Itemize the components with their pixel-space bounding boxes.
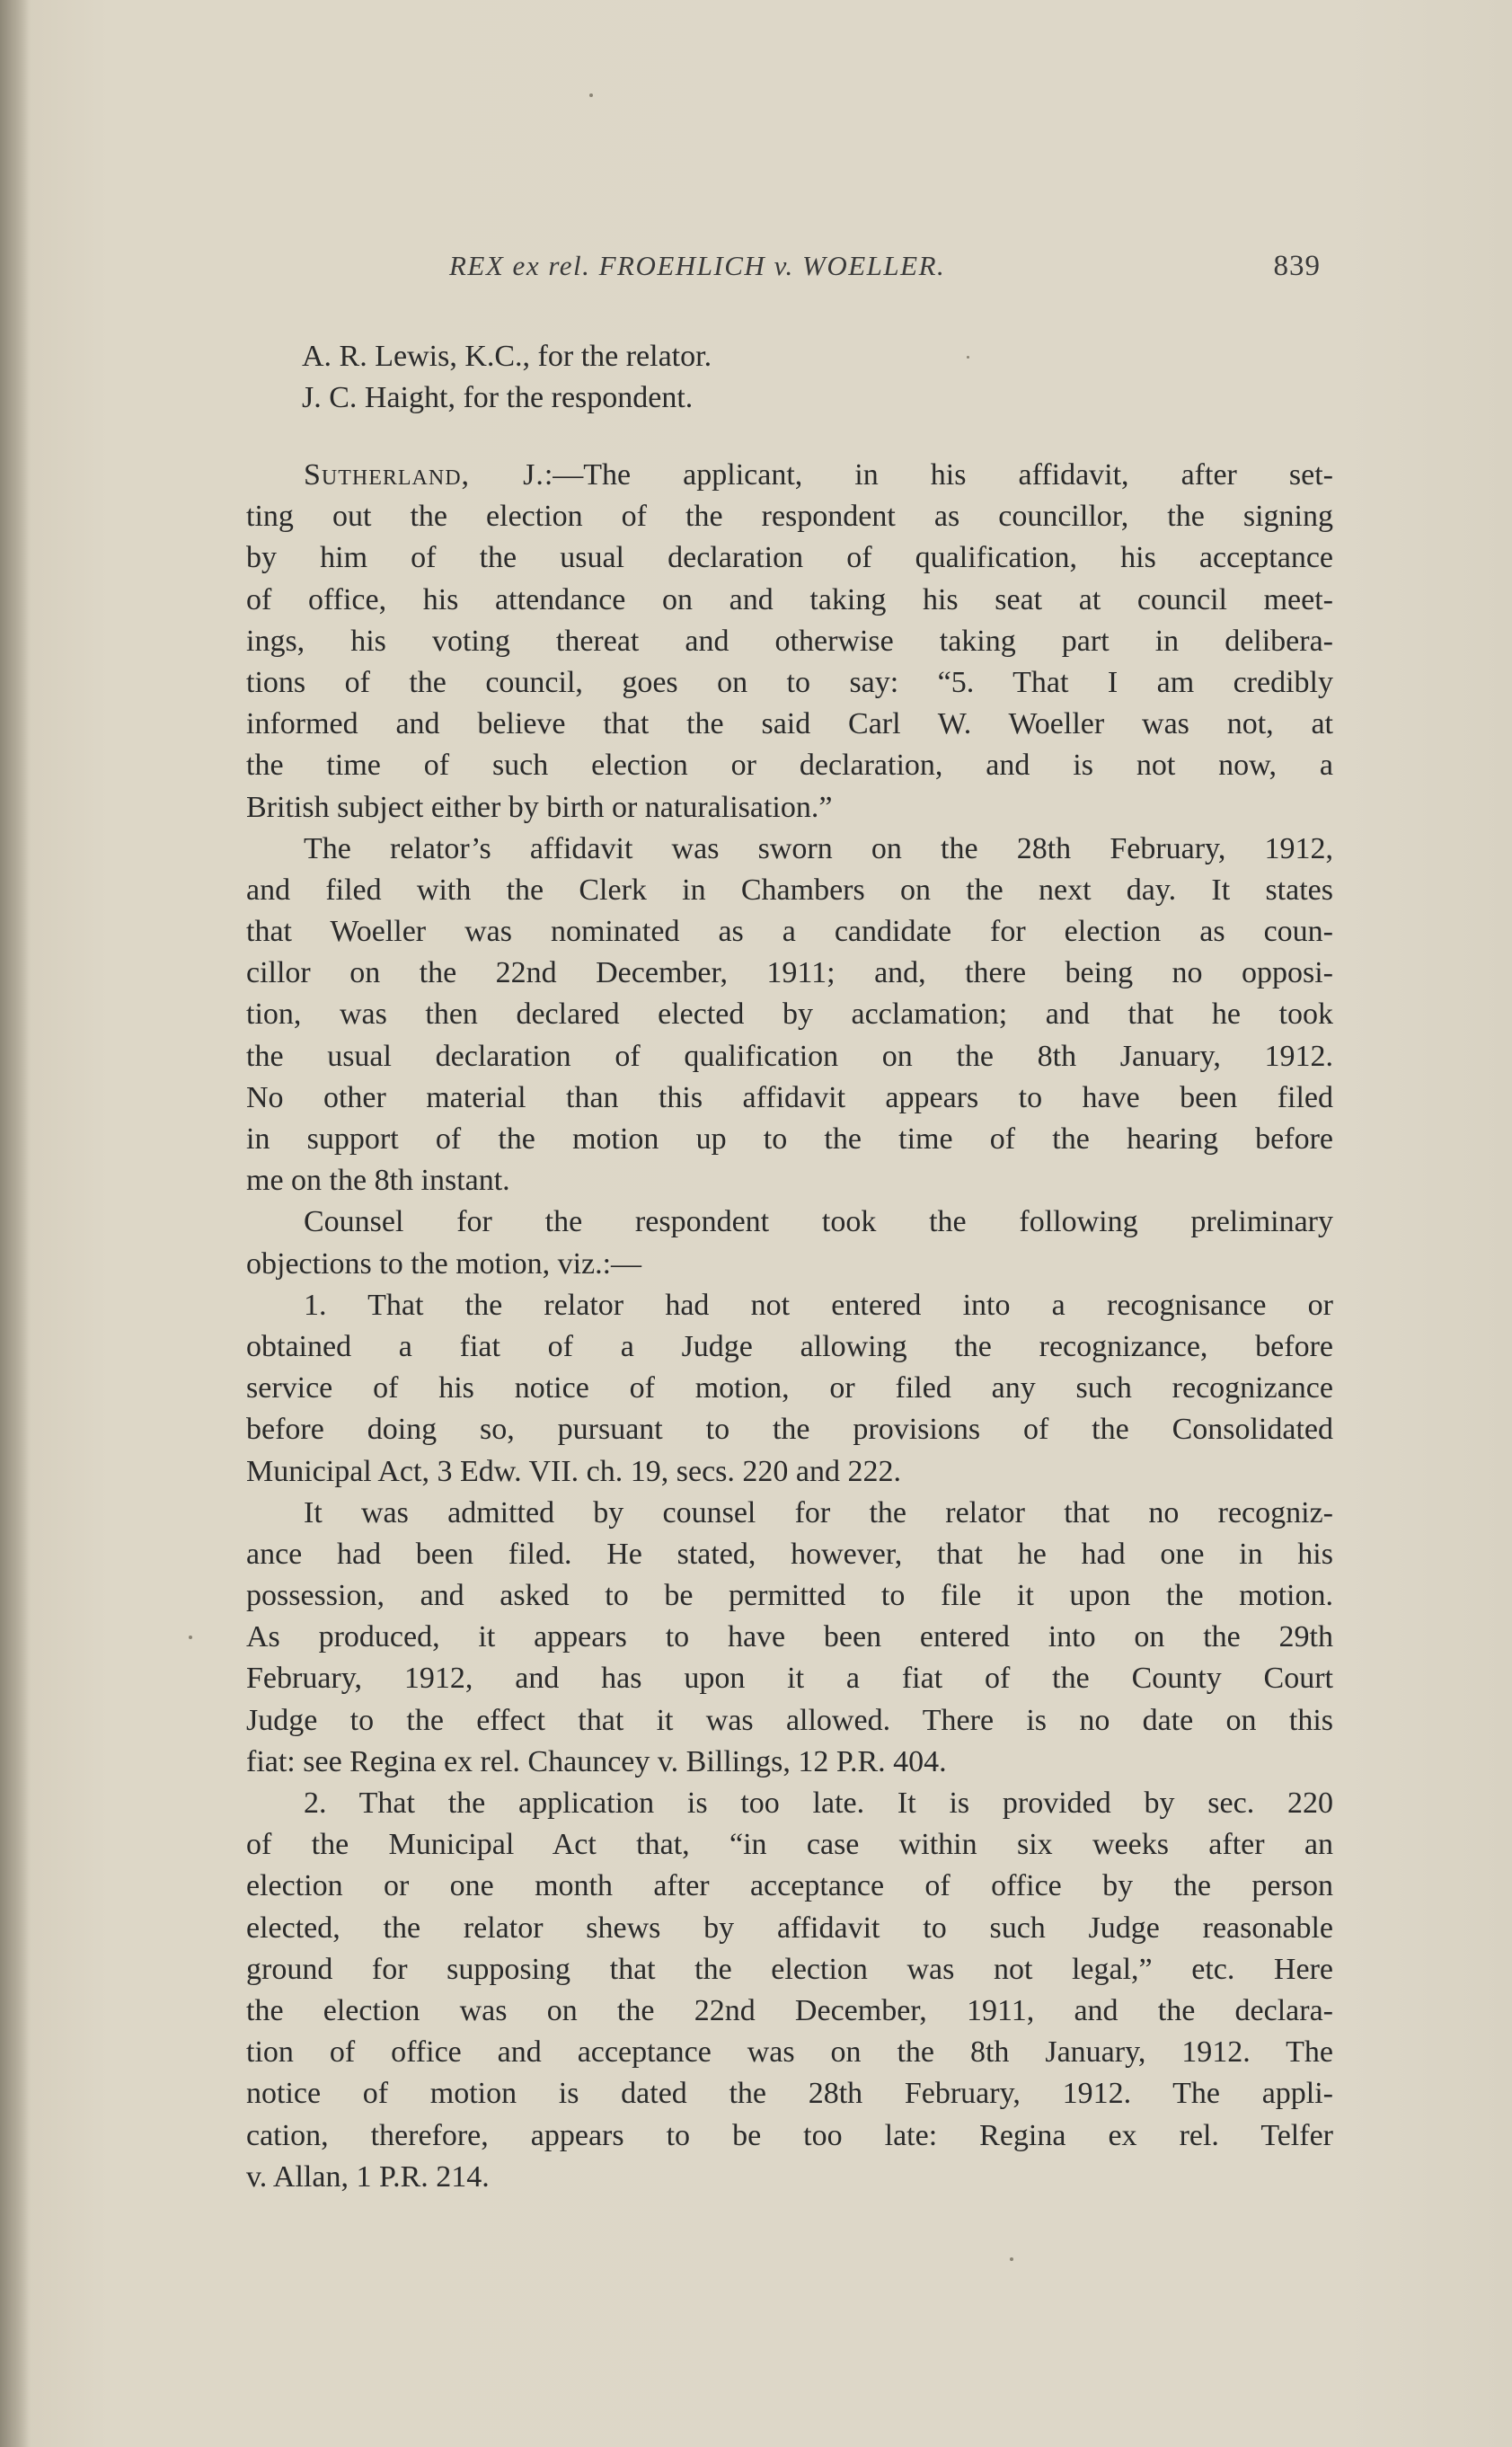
text-line: cillor on the 22nd December, 1911; and, there being no opposi-: [246, 956, 1333, 990]
text-line: notice of motion is dated the 28th February, 1912. The appli-: [246, 2077, 1333, 2111]
text-line: British subject either by birth or naturalisation.”: [246, 790, 833, 824]
text-line: 1. That the relator had not entered into a recognisance or: [304, 1288, 1333, 1322]
counsel-list: [302, 336, 1335, 419]
text-line: Judge to the effect that it was allowed. There is no date on this: [246, 1703, 1333, 1737]
text-line: Municipal Act, 3 Edw. VII. ch. 19, secs. 220 and 222.: [246, 1454, 901, 1488]
text-line: v. Allan, 1 P.R. 214.: [246, 2159, 490, 2194]
text-line: ground for supposing that the election was not legal,” etc. Here: [246, 1952, 1333, 1986]
text-line: As produced, it appears to have been entered into on the 29th: [246, 1620, 1333, 1654]
paragraph-affidavit: [246, 829, 1333, 1202]
judge-name: Sutherland, J.: [304, 458, 544, 492]
page-number: 839: [1273, 250, 1321, 282]
text-line: tion, was then declared elected by acclamation; and that he took: [246, 997, 1333, 1032]
text-line: before doing so, pursuant to the provisions of the Consolidated: [246, 1413, 1333, 1447]
text-line: Counsel for the respondent took the following preliminary: [304, 1205, 1333, 1239]
text-line: in support of the motion up to the time of the hearing before: [246, 1122, 1333, 1156]
text-line: the election was on the 22nd December, 1911, and the declara-: [246, 1993, 1333, 2027]
running-head: [449, 250, 1321, 295]
text-line: tion of office and acceptance was on the 8th January, 1912. The: [246, 2035, 1333, 2070]
paper-speck: [1010, 2257, 1013, 2261]
text-line: the usual declaration of qualification on the 8th January, 1912.: [246, 1039, 1333, 1073]
text-line: ance had been filed. He stated, however, that he had one in his: [246, 1537, 1333, 1571]
text-line: of the Municipal Act that, “in case within six weeks after an: [246, 1828, 1333, 1862]
paragraph-recognizance: [246, 1493, 1333, 1783]
text-line: ting out the election of the respondent as councillor, the signing: [246, 500, 1333, 534]
text-line: election or one month after acceptance of office by the person: [246, 1869, 1333, 1903]
judgment-text: [246, 455, 1333, 2198]
text-line: ings, his voting thereat and otherwise taking part in delibera-: [246, 624, 1333, 658]
text-line: objections to the motion, viz.:—: [246, 1246, 642, 1281]
text-line: elected, the relator shews by affidavit to such Judge reasonable: [246, 1911, 1333, 1945]
text-line: 2. That the application is too late. It is provided by sec. 220: [304, 1786, 1333, 1820]
text-line: possession, and asked to be permitted to file it upon the motion.: [246, 1579, 1333, 1613]
binding-edge: [0, 0, 31, 2447]
counsel-respondent: J. C. Haight, for the respondent.: [302, 381, 694, 414]
text-line: and filed with the Clerk in Chambers on the next day. It states: [246, 873, 1333, 907]
text-line: cation, therefore, appears to be too late: Regina ex rel. Telfer: [246, 2118, 1333, 2152]
paragraph-objection-2: [246, 1783, 1333, 2198]
text-line: service of his notice of motion, or filed any such recognizance: [246, 1371, 1333, 1405]
running-title: REX ex rel. FROEHLICH v. WOELLER.: [449, 250, 946, 281]
text-line: tions of the council, goes on to say: “5. That I am credibly: [246, 665, 1333, 699]
text-line: The relator’s affidavit was sworn on the 28th February, 1912,: [304, 831, 1333, 865]
paragraph-opening: [246, 455, 1333, 829]
text-line: fiat: see Regina ex rel. Chauncey v. Billings, 12 P.R. 404.: [246, 1744, 947, 1778]
paper-speck: [189, 1636, 192, 1639]
paragraph-objections: [246, 1201, 1333, 1284]
text-line: that Woeller was nominated as a candidate for election as coun-: [246, 915, 1333, 949]
text-line: of office, his attendance on and taking his seat at council meet-: [246, 582, 1333, 616]
text-line: February, 1912, and has upon it a fiat of the County Court: [246, 1662, 1333, 1696]
paper-speck: [589, 93, 593, 97]
counsel-relator: A. R. Lewis, K.C., for the relator.: [302, 340, 712, 373]
paragraph-objection-1: [246, 1285, 1333, 1493]
paper-speck: [967, 356, 969, 359]
text-line: by him of the usual declaration of qualification, his acceptance: [246, 541, 1333, 575]
text-line: obtained a fiat of a Judge allowing the recognizance, before: [246, 1329, 1333, 1363]
text-line: me on the 8th instant.: [246, 1164, 510, 1198]
text-line: the time of such election or declaration, and is not now, a: [246, 749, 1333, 783]
text-line: informed and believe that the said Carl W. Woeller was not, at: [246, 707, 1333, 741]
text-line: It was admitted by counsel for the relator that no recogniz-: [304, 1495, 1333, 1529]
text-line: Sutherland, J.:—The applicant, in his affidavit, after set-: [304, 458, 1333, 492]
text-line: No other material than this affidavit appears to have been filed: [246, 1080, 1333, 1114]
